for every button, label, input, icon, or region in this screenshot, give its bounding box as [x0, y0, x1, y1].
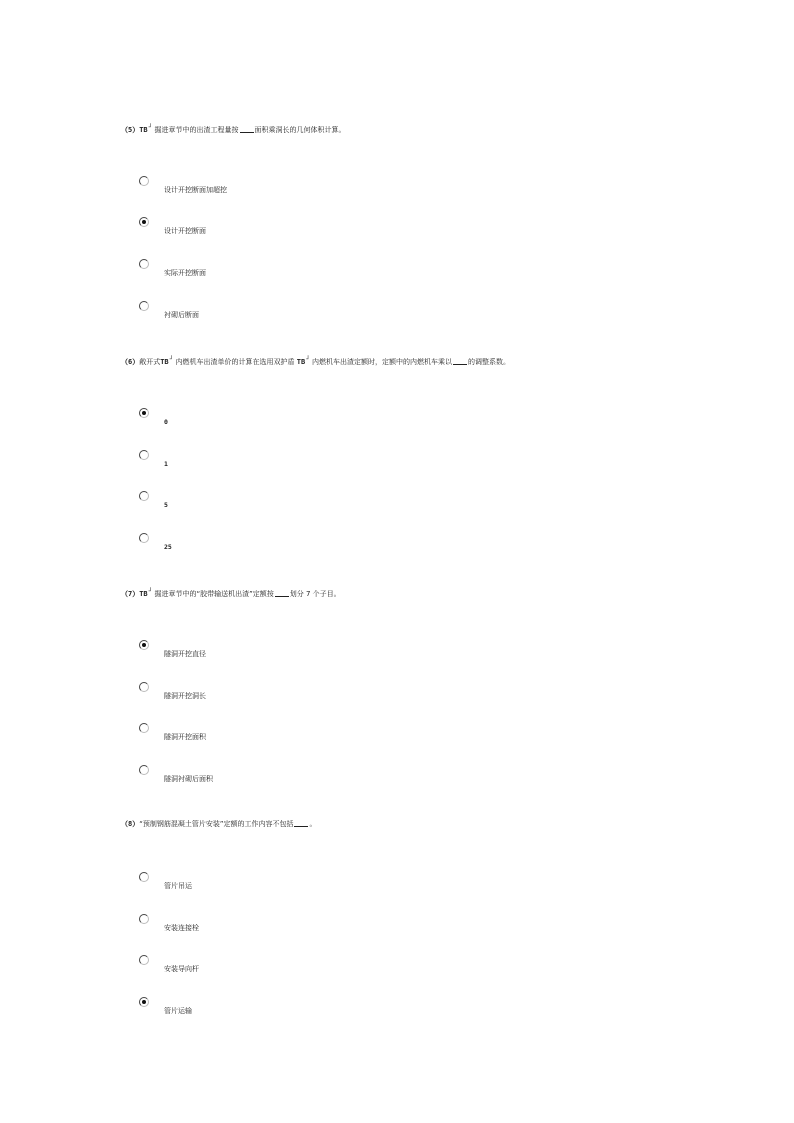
question-8 [121, 819, 316, 829]
q6-option-4[interactable] [138, 533, 338, 563]
option-label: 衬砌后断面 [164, 311, 199, 319]
question-6 [121, 355, 510, 367]
radio-button-checked[interactable] [139, 997, 149, 1007]
q8-option-3[interactable] [138, 955, 338, 985]
question-number: （7） [121, 590, 140, 598]
superscript-mark: ┘ [148, 588, 153, 595]
radio-button[interactable] [139, 259, 149, 269]
q7-option-4[interactable] [138, 765, 338, 795]
question-text-after: 。 [309, 820, 317, 828]
q8-option-4[interactable] [138, 997, 338, 1027]
option-label: 实际开挖断面 [164, 269, 206, 277]
option-label: 25 [164, 543, 172, 551]
q8-option-1[interactable] [138, 872, 338, 902]
option-label: 安装导向杆 [164, 965, 199, 973]
option-label: 设计开挖断面加超挖 [164, 186, 227, 194]
question-text-after: 的调整系数。 [468, 358, 511, 366]
question-text-before: 内燃机车出渣定额时，定额中的内燃机车乘以 [312, 358, 453, 366]
option-label: 隧洞开挖面积 [164, 733, 206, 741]
q6-option-3[interactable] [138, 491, 338, 521]
radio-button[interactable] [139, 682, 149, 692]
option-label: 管片吊运 [164, 882, 192, 890]
question-text-after: 面积乘洞长的几何体积计算。 [254, 126, 346, 134]
superscript-mark: ┘ [169, 356, 174, 363]
radio-button-checked[interactable] [139, 640, 149, 650]
option-label: 隧洞开挖洞长 [164, 692, 206, 700]
superscript-mark: ┘ [148, 124, 153, 131]
radio-button[interactable] [139, 450, 149, 460]
q5-option-1[interactable] [138, 176, 338, 206]
option-label: 安装连接栓 [164, 924, 199, 932]
question-7 [121, 587, 341, 599]
radio-button[interactable] [139, 914, 149, 924]
machine-code: TB [160, 358, 169, 366]
radio-button[interactable] [139, 491, 149, 501]
radio-button[interactable] [139, 301, 149, 311]
answer-blank [453, 357, 467, 365]
radio-button[interactable] [139, 955, 149, 965]
question-number: （5） [121, 126, 140, 134]
question-text-after: 划分 7 个子目。 [289, 590, 341, 598]
q5-option-2[interactable] [138, 217, 338, 247]
q6-option-2[interactable] [138, 450, 338, 480]
option-label: 5 [164, 501, 168, 509]
question-text-before: 掘进章节中的“胶带输送机出渣”定额按 [154, 590, 274, 598]
radio-button[interactable] [139, 872, 149, 882]
option-label: 0 [164, 418, 168, 426]
machine-code: TB [139, 126, 148, 134]
q8-option-2[interactable] [138, 914, 338, 944]
option-label: 管片运输 [164, 1007, 192, 1015]
q7-option-3[interactable] [138, 723, 338, 753]
q5-option-4[interactable] [138, 301, 338, 331]
radio-button[interactable] [139, 723, 149, 733]
radio-button[interactable] [139, 765, 149, 775]
option-label: 隧洞衬砌后面积 [164, 775, 213, 783]
answer-blank [240, 125, 254, 133]
machine-code: TB [139, 590, 148, 598]
option-label: 隧洞开挖直径 [164, 650, 206, 658]
option-label: 1 [164, 460, 168, 468]
question-number: （8） [121, 820, 140, 828]
radio-button[interactable] [139, 176, 149, 186]
question-text-mid: 内燃机车出渣单价的计算在选用双护盾 [175, 358, 295, 366]
question-number: （6） [121, 358, 140, 366]
option-label: 设计开挖断面 [164, 227, 206, 235]
q7-option-1[interactable] [138, 640, 338, 670]
answer-blank [275, 589, 289, 597]
q6-option-1[interactable] [138, 408, 338, 438]
superscript-mark-2: ┘ [306, 356, 310, 363]
radio-button-checked[interactable] [139, 217, 149, 227]
q5-option-3[interactable] [138, 259, 338, 289]
question-prefix: 敞开式 [139, 358, 161, 366]
q7-option-2[interactable] [138, 682, 338, 712]
question-5 [121, 123, 346, 135]
question-text-before: “预制钢筋混凝土管片安装”定额的工作内容不包括 [139, 820, 294, 828]
radio-button[interactable] [139, 533, 149, 543]
radio-button-checked[interactable] [139, 408, 149, 418]
question-text-before: 掘进章节中的出渣工程量按 [154, 126, 239, 134]
answer-blank [294, 819, 308, 827]
machine-code-2: TB [296, 358, 306, 366]
